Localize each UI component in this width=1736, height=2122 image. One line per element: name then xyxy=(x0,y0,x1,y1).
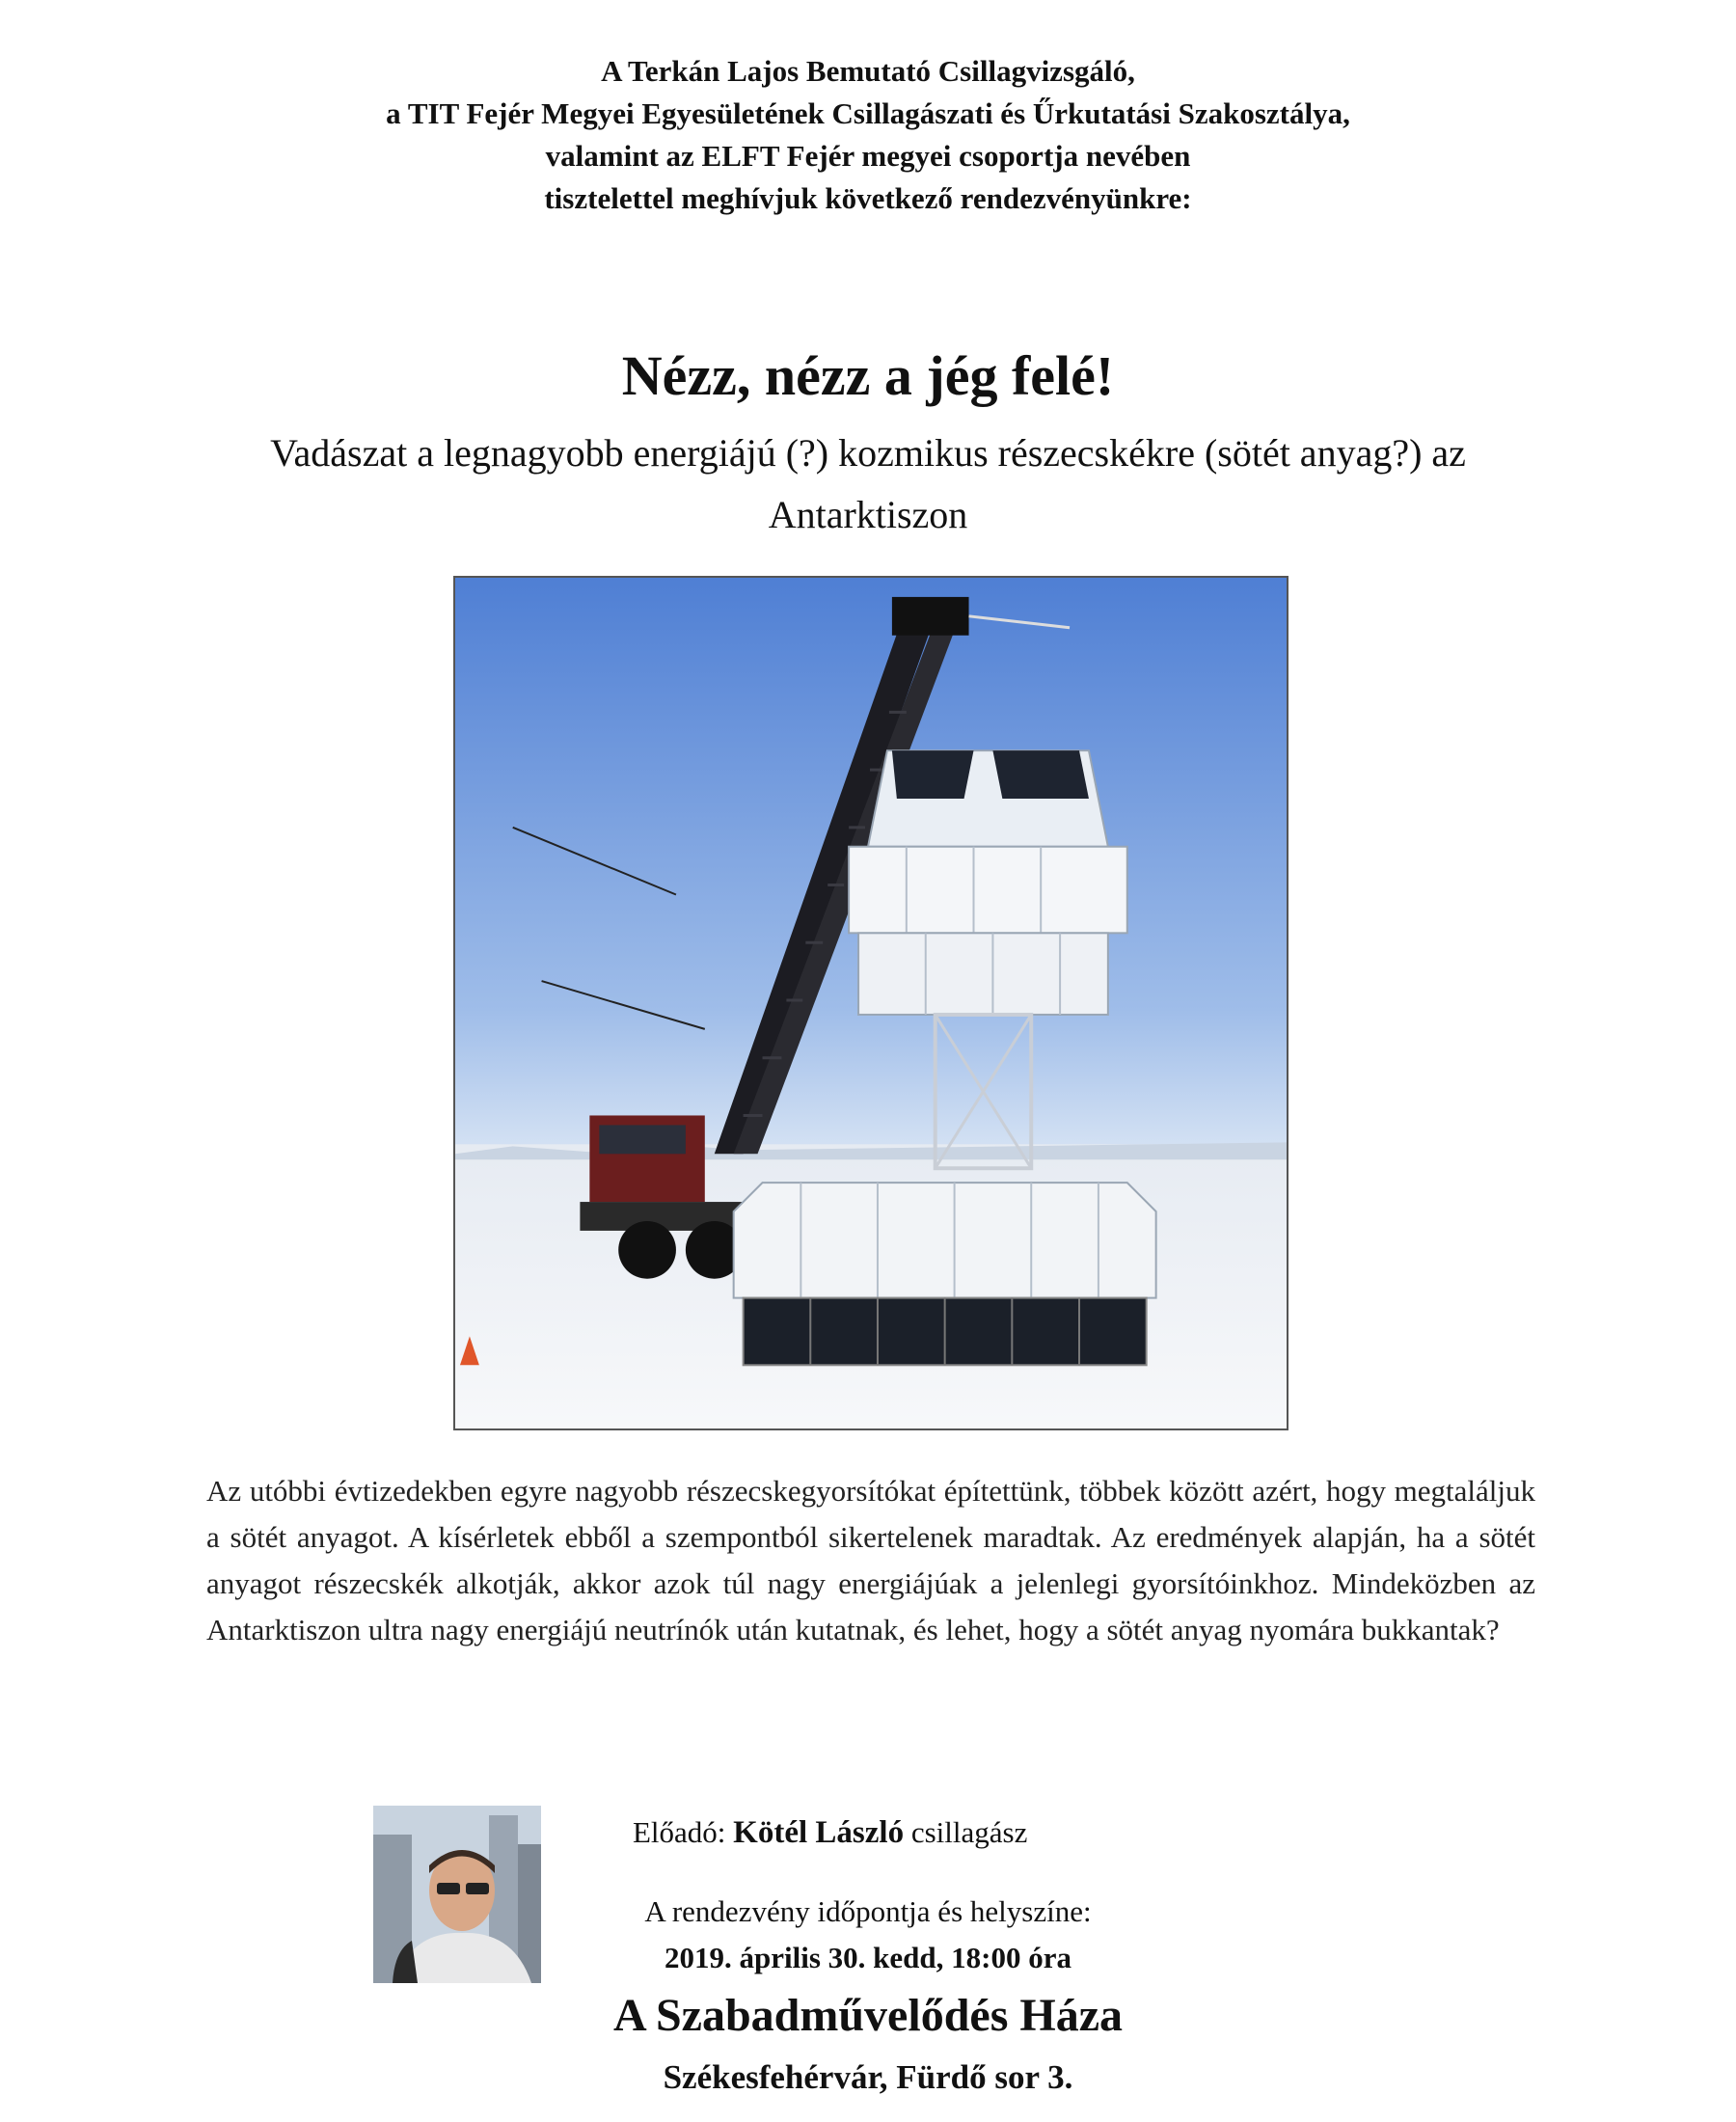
intro-line: valamint az ELFT Fejér megyei csoportja nevében xyxy=(545,139,1191,173)
intro-line: a TIT Fejér Megyei Egyesületének Csillagászati és Űrkutatási Szakosztálya, xyxy=(386,96,1350,130)
presenter-role: csillagász xyxy=(910,1815,1028,1849)
event-address: Székesfehérvár, Fürdő sor 3. xyxy=(663,2058,1073,2096)
truck-window xyxy=(599,1125,686,1154)
detector-illustration xyxy=(455,578,1287,1428)
presenter-line xyxy=(633,1811,1027,1854)
intro-line: A Terkán Lajos Bemutató Csillagvizsgáló, xyxy=(601,54,1135,88)
description-paragraph: Az utóbbi évtizedekben egyre nagyobb részecskegyorsítókat építettünk, többek között azért, hogy megtaláljuk a sötét anyagot. A kísérletek ebből a szempontból sikertelenek maradtak. Az eredmények alapján, ha a sötét anyagot részecskék alkotják, akkor azok túl nagy energiájúak a jelenlegi gyorsítóinkhoz. Mindeközben az Antarktiszon ultra nagy energiájú neutrínók után kutatnak, és lehet, hogy a sötét anyag nyomára bukkantak? xyxy=(206,1474,1535,1646)
event-title: Nézz, nézz a jég felé! xyxy=(621,344,1115,407)
crane-head xyxy=(892,597,969,636)
detector-photo xyxy=(453,576,1288,1430)
event-venue: A Szabadművelődés Háza xyxy=(612,1990,1124,2041)
event-subtitle: Vadászat a legnagyobb energiájú (?) kozmikus részecskékre (sötét anyag?) az Antarktiszon xyxy=(270,431,1466,536)
intro-block xyxy=(0,50,1736,220)
event-datetime: 2019. április 30. kedd, 18:00 óra xyxy=(665,1941,1071,1974)
presenter-label: Előadó: xyxy=(633,1815,726,1849)
datetime-label: A rendezvény időpontja és helyszíne: xyxy=(644,1894,1092,1928)
intro-line: tisztelettel meghívjuk következő rendezvényünkre: xyxy=(544,181,1192,215)
truck-wheel xyxy=(618,1221,676,1279)
presenter-name: Kötél László xyxy=(733,1815,905,1850)
